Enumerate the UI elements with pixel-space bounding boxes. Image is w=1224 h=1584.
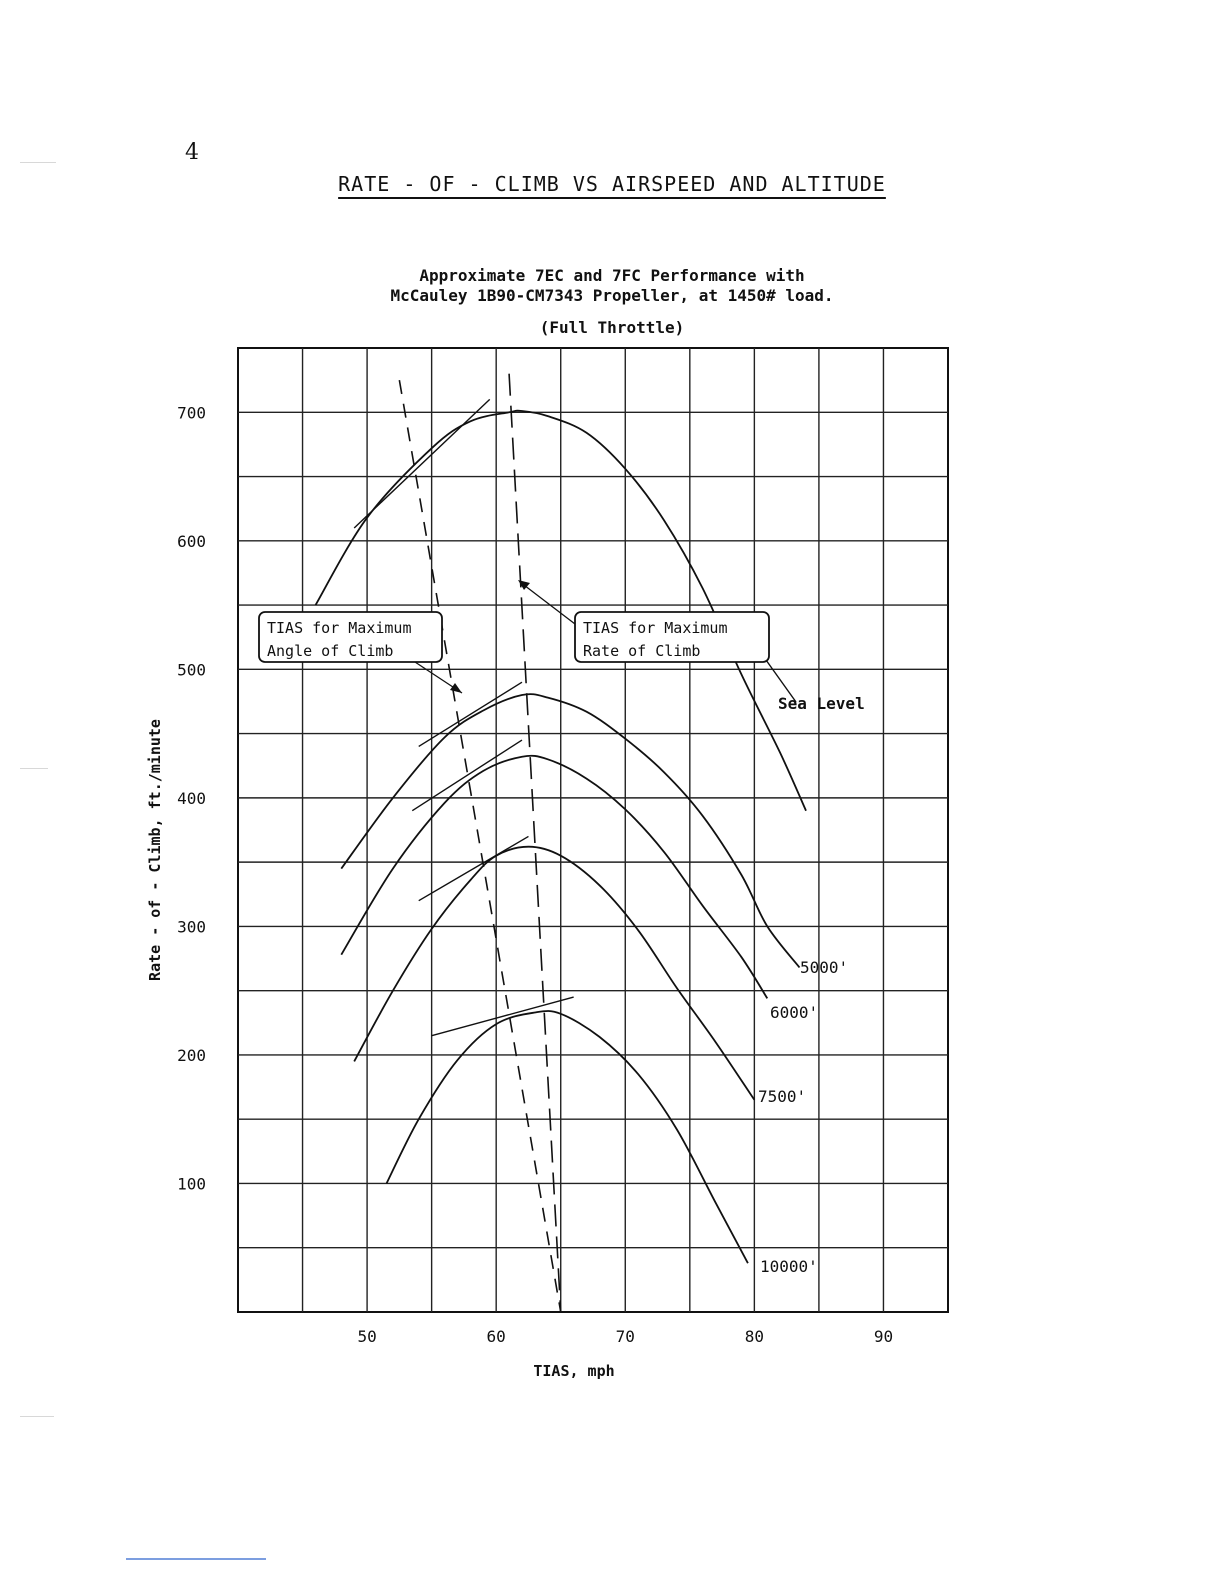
series-curve-2 bbox=[341, 756, 767, 999]
series-curve-3 bbox=[354, 847, 754, 1100]
max-angle-label-line: Angle of Climb bbox=[267, 642, 394, 660]
tangent-line bbox=[419, 682, 522, 746]
annotation-boxes bbox=[259, 580, 769, 693]
y-tick-label: 600 bbox=[177, 531, 206, 551]
page-number: 4 bbox=[185, 140, 199, 165]
annotation-lines bbox=[354, 374, 573, 1312]
series-curve-4 bbox=[387, 1011, 748, 1263]
tangent-line bbox=[432, 997, 574, 1036]
y-tick-label: 200 bbox=[177, 1045, 206, 1065]
max-angle-dashed-line bbox=[399, 380, 560, 1312]
axis-ticks bbox=[177, 403, 893, 1346]
max-rate-label-line: TIAS for Maximum bbox=[583, 619, 728, 637]
max-angle-label-line: TIAS for Maximum bbox=[267, 619, 412, 637]
series-label-1: 5000' bbox=[800, 958, 849, 977]
y-axis-label: Rate - of - Climb, ft./minute bbox=[146, 719, 164, 981]
subtitle-line-2: McCauley 1B90-CM7343 Propeller, at 1450# load. bbox=[390, 286, 834, 305]
series-label-2: 6000' bbox=[770, 1003, 819, 1022]
y-tick-label: 700 bbox=[177, 403, 206, 423]
x-tick-label: 50 bbox=[357, 1327, 377, 1346]
tangent-line bbox=[412, 740, 522, 811]
max-rate-label-line: Rate of Climb bbox=[583, 642, 701, 660]
x-tick-label: 90 bbox=[873, 1327, 894, 1346]
page-title-text: RATE - OF - CLIMB VS AIRSPEED AND ALTITUDE bbox=[338, 172, 886, 196]
max-rate-leader bbox=[520, 582, 575, 624]
chart-condition: (Full Throttle) bbox=[539, 318, 685, 337]
x-tick-label: 60 bbox=[486, 1327, 506, 1346]
series-label-3: 7500' bbox=[758, 1087, 807, 1106]
tangent-line bbox=[419, 836, 529, 900]
subtitle-line-1: Approximate 7EC and 7FC Performance with bbox=[419, 266, 805, 285]
y-tick-label: 500 bbox=[177, 660, 206, 680]
x-tick-label: 80 bbox=[744, 1327, 764, 1346]
x-tick-label: 70 bbox=[615, 1327, 635, 1346]
y-tick-label: 400 bbox=[177, 788, 206, 808]
y-tick-label: 300 bbox=[177, 917, 206, 937]
x-axis-label: TIAS, mph bbox=[533, 1362, 615, 1380]
series-label-4: 10000' bbox=[760, 1257, 818, 1276]
max-angle-arrowhead bbox=[450, 683, 462, 693]
y-tick-label: 100 bbox=[177, 1174, 206, 1194]
chart-grid bbox=[238, 348, 948, 1312]
plot-frame bbox=[238, 348, 948, 1312]
series-label-0: Sea Level bbox=[778, 694, 865, 713]
